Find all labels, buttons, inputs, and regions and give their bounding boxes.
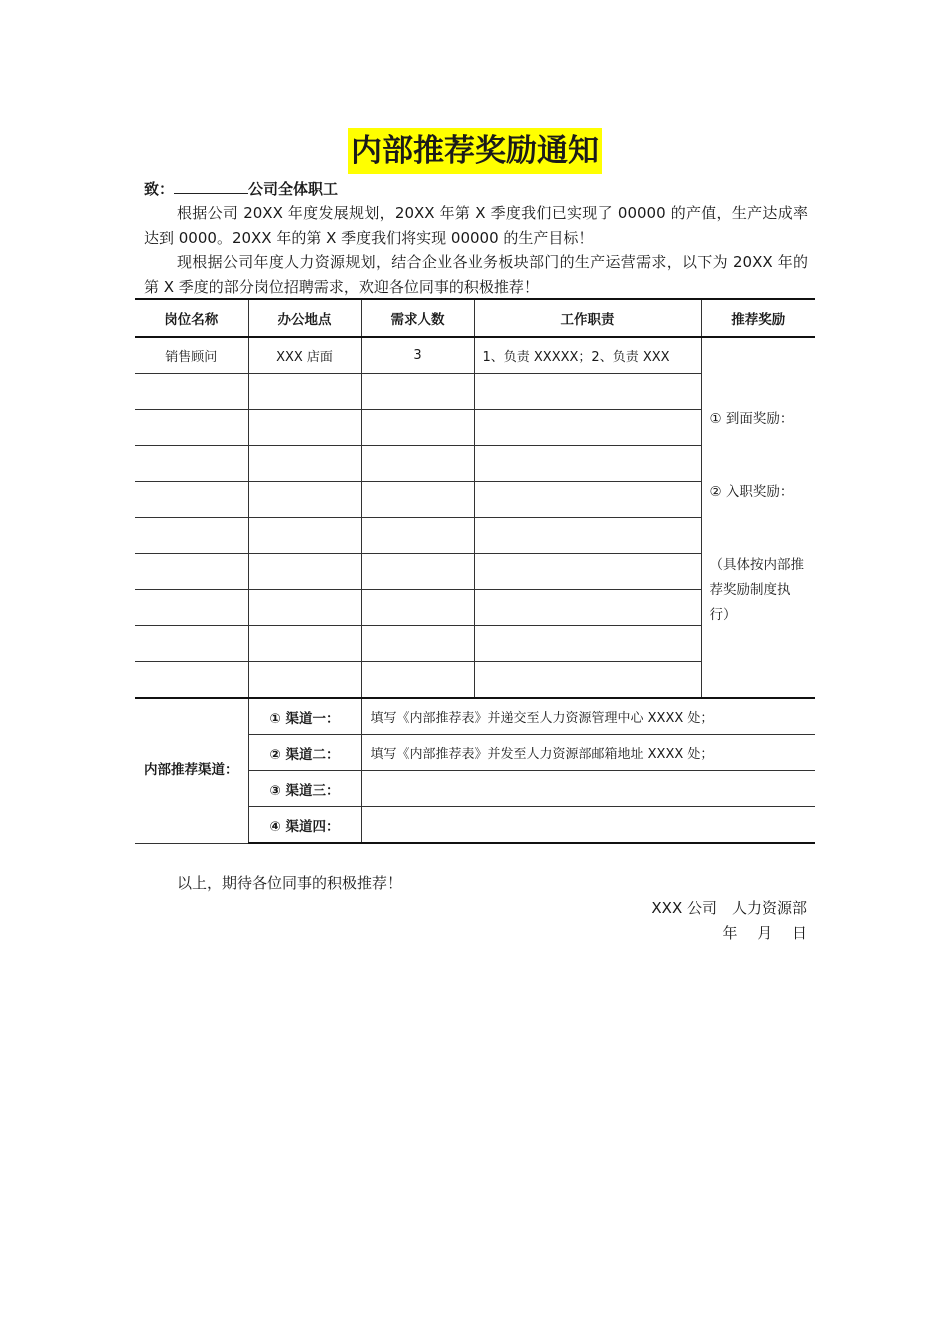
empty-cell <box>361 410 474 446</box>
intro-paragraph-1: 根据公司 20XX 年度发展规划，20XX 年第 X 季度我们已实现了 00000 的产值，生产达成率达到 0000。20XX 年的第 X 季度我们将实现 00000 的生产目标！ <box>144 204 808 247</box>
empty-cell <box>248 410 361 446</box>
cell-location: XXX 店面 <box>248 337 361 374</box>
empty-cell <box>474 590 701 626</box>
empty-cell <box>248 482 361 518</box>
cell-count: 3 <box>361 337 474 374</box>
empty-cell <box>474 662 701 699</box>
empty-cell <box>361 662 474 699</box>
cell-duties: 1、负责 XXXXX；2、负责 XXX <box>474 337 701 374</box>
signature-date: 年 月 日 <box>722 924 807 942</box>
recipient-blank <box>174 177 248 194</box>
channel-row-1 <box>135 698 815 735</box>
signature-org: XXX 公司 人力资源部 <box>651 899 807 917</box>
empty-cell <box>248 554 361 590</box>
empty-cell <box>361 374 474 410</box>
channel-4-desc <box>361 807 815 844</box>
empty-cell <box>135 518 248 554</box>
reward-cell <box>701 337 815 698</box>
empty-cell <box>135 410 248 446</box>
empty-cell <box>361 482 474 518</box>
closing-text: 以上，期待各位同事的积极推荐！ <box>177 874 403 892</box>
table-row <box>135 337 815 374</box>
empty-cell <box>248 662 361 699</box>
reward-onboard: ② 入职奖励： <box>709 484 794 500</box>
empty-cell <box>248 374 361 410</box>
empty-cell <box>361 446 474 482</box>
cell-position: 销售顾问 <box>135 337 248 374</box>
channel-1-label: ① 渠道一： <box>248 698 361 735</box>
empty-cell <box>248 590 361 626</box>
header-location: 办公地点 <box>248 299 361 337</box>
channel-2-desc: 填写《内部推荐表》并发至人力资源部邮箱地址 XXXX 处； <box>361 735 815 771</box>
signature-block <box>651 896 807 946</box>
channel-4-label: ④ 渠道四： <box>248 807 361 844</box>
empty-cell <box>135 482 248 518</box>
header-reward: 推荐奖励 <box>701 299 815 337</box>
empty-cell <box>474 410 701 446</box>
recipient-suffix: 公司全体职工 <box>248 180 339 198</box>
empty-cell <box>361 518 474 554</box>
recipient-prefix: 致： <box>144 180 175 198</box>
empty-cell <box>135 554 248 590</box>
empty-cell <box>474 518 701 554</box>
channel-1-desc: 填写《内部推荐表》并递交至人力资源管理中心 XXXX 处； <box>361 698 815 735</box>
table-header-row <box>135 299 815 337</box>
recruitment-table <box>135 298 815 844</box>
empty-cell <box>474 554 701 590</box>
empty-cell <box>135 626 248 662</box>
header-count: 需求人数 <box>361 299 474 337</box>
empty-cell <box>474 626 701 662</box>
channel-2-label: ② 渠道二： <box>248 735 361 771</box>
empty-cell <box>135 590 248 626</box>
header-position: 岗位名称 <box>135 299 248 337</box>
reward-note: （具体按内部推荐奖励制度执行） <box>709 557 804 623</box>
empty-cell <box>248 518 361 554</box>
reward-arrival: ① 到面奖励： <box>709 411 794 427</box>
empty-cell <box>474 482 701 518</box>
channel-3-desc <box>361 771 815 807</box>
empty-cell <box>135 662 248 699</box>
empty-cell <box>135 374 248 410</box>
header-duties: 工作职责 <box>474 299 701 337</box>
title-wrapper <box>0 128 950 174</box>
intro-paragraph-2: 现根据公司年度人力资源规划，结合企业各业务板块部门的生产运营需求，以下为 20XX 年的第 X 季度的部分岗位招聘需求，欢迎各位同事的积极推荐！ <box>144 253 808 296</box>
empty-cell <box>474 446 701 482</box>
empty-cell <box>474 374 701 410</box>
empty-cell <box>248 626 361 662</box>
empty-cell <box>361 554 474 590</box>
empty-cell <box>361 626 474 662</box>
page-title: 内部推荐奖励通知 <box>348 128 602 174</box>
empty-cell <box>361 590 474 626</box>
empty-cell <box>248 446 361 482</box>
empty-cell <box>135 446 248 482</box>
recipient-line <box>144 177 338 200</box>
channel-3-label: ③ 渠道三： <box>248 771 361 807</box>
channels-heading: 内部推荐渠道： <box>135 698 248 843</box>
